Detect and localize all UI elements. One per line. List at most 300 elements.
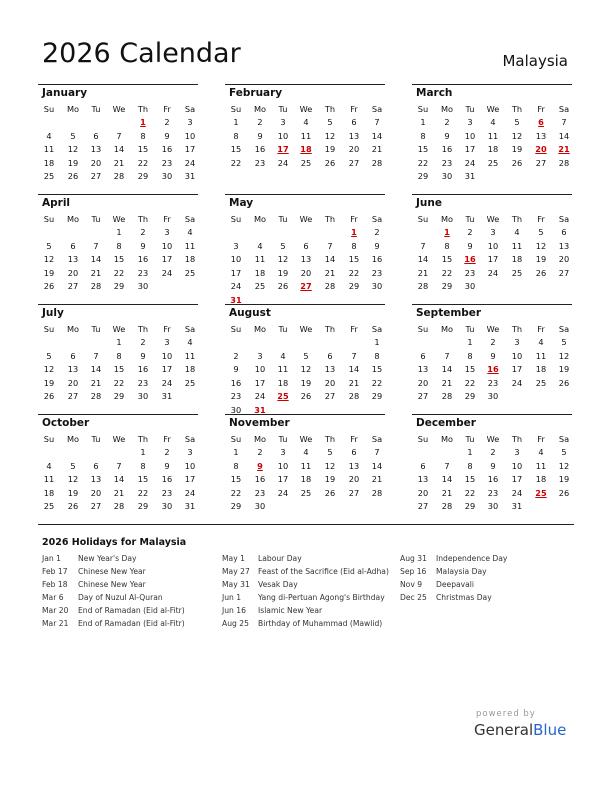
weekday-label: Th [324, 104, 336, 114]
brand-logo[interactable] [474, 721, 566, 739]
day-cell: 12 [324, 130, 336, 141]
day-cell: 12 [67, 144, 79, 154]
day-cell: 24 [277, 157, 289, 168]
day-cell: 28 [371, 157, 383, 168]
weekday-label: Th [324, 324, 336, 334]
day-cell: 3 [233, 240, 239, 251]
day-cell: 15 [464, 364, 476, 374]
holiday-name: End of Ramadan (Eid al-Fitr) [78, 606, 185, 615]
weekday-label: We [299, 214, 313, 224]
holiday-day-cell: 1 [444, 227, 450, 237]
day-cell: 30 [371, 281, 383, 291]
day-cell: 19 [558, 474, 570, 484]
day-cell: 27 [417, 391, 429, 401]
day-cell: 23 [254, 487, 266, 498]
day-cell: 11 [511, 240, 523, 251]
day-cell: 21 [371, 144, 383, 154]
weekday-label: Sa [371, 104, 383, 114]
day-cell: 30 [487, 501, 499, 511]
day-cell: 29 [348, 281, 360, 291]
weekday-label: Th [324, 214, 336, 224]
day-cell: 7 [327, 240, 333, 251]
day-cell: 14 [371, 460, 383, 471]
holiday-day-cell: 6 [538, 117, 544, 127]
day-cell: 7 [93, 350, 99, 361]
day-cell: 22 [464, 487, 476, 498]
day-cell: 3 [514, 447, 520, 457]
day-cell: 13 [67, 364, 79, 374]
day-cell: 6 [93, 130, 99, 141]
weekday-label: Mo [66, 434, 80, 444]
week-row [412, 350, 574, 363]
day-cell: 19 [67, 157, 79, 168]
weekday-label: Mo [66, 324, 80, 334]
weekday-label: Su [417, 434, 429, 444]
day-cell: 22 [371, 377, 383, 388]
week-row [225, 267, 387, 280]
holiday-date: Mar 21 [42, 619, 69, 628]
day-cell: 20 [90, 157, 102, 168]
week-row [225, 350, 387, 363]
day-cell: 23 [487, 487, 499, 498]
day-cell: 2 [490, 447, 496, 457]
day-cell: 7 [374, 447, 380, 457]
day-cell: 23 [137, 377, 149, 388]
day-cell: 2 [444, 117, 450, 127]
day-cell: 29 [441, 281, 453, 291]
holiday-date: Mar 6 [42, 593, 64, 602]
weekday-header [225, 213, 387, 226]
day-cell: 27 [67, 391, 79, 401]
day-cell: 24 [511, 487, 523, 498]
day-cell: 16 [254, 474, 266, 484]
day-cell: 19 [67, 487, 79, 498]
brand-general: General [474, 721, 534, 739]
weekday-label: Th [511, 434, 523, 444]
week-row [38, 363, 200, 376]
weekday-label: Th [137, 434, 149, 444]
day-cell: 12 [67, 474, 79, 484]
weekday-label: Sa [558, 434, 570, 444]
holiday-date: Feb 18 [42, 580, 68, 589]
week-row [225, 226, 387, 239]
weekday-label: Fr [350, 104, 358, 114]
day-cell: 4 [46, 460, 52, 471]
weekday-label: We [112, 434, 126, 444]
day-cell: 1 [233, 117, 239, 127]
day-cell: 15 [137, 144, 149, 154]
day-cell: 23 [161, 487, 173, 498]
holiday-date: Aug 25 [222, 619, 249, 628]
day-cell: 30 [137, 281, 149, 291]
day-cell: 12 [558, 460, 570, 471]
country-label: Malaysia [502, 52, 568, 70]
day-cell: 11 [184, 350, 196, 361]
holiday-name: Chinese New Year [78, 567, 146, 576]
day-cell: 29 [417, 171, 429, 181]
day-cell: 12 [324, 460, 336, 471]
weekday-label: Sa [184, 214, 196, 224]
day-cell: 21 [441, 487, 453, 498]
day-cell: 22 [464, 377, 476, 388]
holiday-date: Feb 17 [42, 567, 68, 576]
day-cell: 8 [351, 240, 357, 251]
weekday-label: Fr [350, 214, 358, 224]
holiday-day-cell: 9 [257, 460, 263, 471]
day-cell: 12 [558, 350, 570, 361]
week-row [225, 473, 387, 486]
day-cell: 8 [233, 460, 239, 471]
holiday-day-cell: 17 [277, 144, 289, 154]
day-cell: 10 [184, 130, 196, 141]
weekday-label: Th [324, 434, 336, 444]
weekday-label: Su [417, 214, 429, 224]
day-cell: 8 [116, 240, 122, 251]
day-cell: 19 [324, 474, 336, 484]
weekday-label: Mo [253, 324, 267, 334]
month-name: May [229, 197, 254, 209]
day-cell: 13 [417, 364, 429, 374]
brand-blue: Blue [533, 721, 567, 739]
day-cell: 9 [257, 130, 263, 141]
day-cell: 30 [254, 501, 266, 511]
day-cell: 26 [558, 487, 570, 498]
weekday-label: Sa [371, 434, 383, 444]
week-row [412, 377, 574, 390]
day-cell: 3 [164, 337, 170, 347]
week-row [412, 130, 574, 143]
weekday-label: Tu [91, 324, 101, 334]
day-cell: 10 [184, 460, 196, 471]
week-row [225, 363, 387, 376]
day-cell: 11 [184, 240, 196, 251]
month-name: October [42, 417, 90, 429]
month-divider [38, 414, 198, 415]
weekday-label: Mo [253, 104, 267, 114]
week-row [38, 280, 200, 293]
day-cell: 24 [511, 377, 523, 388]
day-cell: 31 [161, 391, 173, 401]
day-cell: 2 [164, 117, 170, 127]
day-cell: 13 [90, 144, 102, 154]
day-cell: 9 [490, 460, 496, 471]
weekday-header [38, 433, 200, 446]
day-cell: 18 [511, 254, 523, 264]
day-cell: 20 [558, 254, 570, 264]
day-cell: 19 [43, 377, 55, 388]
weekday-label: We [112, 104, 126, 114]
day-cell: 31 [184, 501, 196, 511]
day-cell: 14 [113, 474, 125, 484]
day-cell: 28 [90, 281, 102, 291]
week-row [38, 253, 200, 266]
day-cell: 2 [233, 350, 239, 361]
month-divider [412, 304, 572, 305]
weekday-label: Mo [253, 434, 267, 444]
day-cell: 8 [420, 130, 426, 141]
week-row [38, 143, 200, 156]
day-cell: 5 [561, 337, 567, 347]
day-cell: 17 [254, 377, 266, 388]
weekday-label: Su [417, 324, 429, 334]
day-cell: 28 [441, 501, 453, 511]
day-cell: 7 [374, 117, 380, 127]
weekday-label: We [486, 324, 500, 334]
day-cell: 5 [327, 447, 333, 457]
week-row [412, 157, 574, 170]
day-cell: 4 [538, 447, 544, 457]
holiday-name: Deepavali [436, 580, 475, 589]
day-cell: 2 [140, 227, 146, 237]
day-cell: 2 [374, 227, 380, 237]
weekday-header [412, 103, 574, 116]
day-cell: 8 [116, 350, 122, 361]
holiday-day-cell: 27 [300, 281, 312, 291]
day-cell: 20 [348, 474, 360, 484]
day-cell: 28 [324, 281, 336, 291]
day-cell: 23 [230, 391, 242, 401]
day-cell: 17 [161, 254, 173, 264]
day-cell: 26 [558, 377, 570, 388]
day-cell: 27 [535, 157, 547, 168]
day-cell: 8 [467, 460, 473, 471]
day-cell: 9 [164, 130, 170, 141]
weekday-label: Su [230, 324, 242, 334]
weekday-label: Mo [66, 214, 80, 224]
holiday-name: Islamic New Year [258, 606, 323, 615]
week-row [412, 336, 574, 349]
holiday-name: Day of Nuzul Al-Quran [78, 593, 163, 602]
week-row [38, 267, 200, 280]
month-divider [412, 84, 572, 85]
week-row [412, 170, 574, 183]
day-cell: 8 [374, 350, 380, 361]
weekday-label: Sa [558, 324, 570, 334]
day-cell: 15 [348, 254, 360, 264]
day-cell: 26 [511, 157, 523, 168]
day-cell: 8 [444, 240, 450, 251]
week-row [38, 460, 200, 473]
day-cell: 19 [511, 144, 523, 154]
weekday-label: Tu [91, 434, 101, 444]
day-cell: 10 [254, 364, 266, 374]
day-cell: 22 [230, 487, 242, 498]
day-cell: 19 [558, 364, 570, 374]
holiday-name: Malaysia Day [436, 567, 487, 576]
day-cell: 24 [487, 267, 499, 278]
day-cell: 26 [535, 267, 547, 278]
weekday-label: Sa [184, 434, 196, 444]
weekday-label: Tu [465, 104, 475, 114]
day-cell: 18 [184, 364, 196, 374]
day-cell: 16 [161, 474, 173, 484]
week-row [38, 336, 200, 349]
holiday-name: Birthday of Muhammad (Mawlid) [258, 619, 383, 628]
holiday-day-cell: 16 [464, 254, 476, 264]
day-cell: 19 [300, 377, 312, 388]
day-cell: 12 [511, 130, 523, 141]
day-cell: 4 [187, 337, 193, 347]
day-cell: 26 [67, 171, 79, 181]
week-row [412, 446, 574, 459]
weekday-label: Th [137, 104, 149, 114]
week-row [412, 253, 574, 266]
day-cell: 30 [441, 171, 453, 181]
day-cell: 1 [116, 227, 122, 237]
day-cell: 29 [371, 391, 383, 401]
day-cell: 19 [535, 254, 547, 264]
month-divider [38, 194, 198, 195]
day-cell: 1 [233, 447, 239, 457]
weekday-label: Sa [371, 324, 383, 334]
month-name: April [42, 197, 71, 209]
day-cell: 16 [137, 364, 149, 374]
week-row [225, 116, 387, 129]
day-cell: 28 [113, 501, 125, 511]
day-cell: 24 [184, 157, 196, 168]
week-row [38, 157, 200, 170]
day-cell: 17 [277, 474, 289, 484]
holiday-day-cell: 21 [558, 144, 570, 154]
month-name: November [229, 417, 290, 429]
weekday-label: Th [511, 104, 523, 114]
day-cell: 16 [441, 144, 453, 154]
day-cell: 24 [464, 157, 476, 168]
day-cell: 14 [348, 364, 360, 374]
day-cell: 10 [230, 254, 242, 264]
week-row [225, 487, 387, 500]
weekday-label: Mo [440, 214, 454, 224]
day-cell: 29 [113, 391, 125, 401]
day-cell: 17 [184, 474, 196, 484]
week-row [225, 253, 387, 266]
day-cell: 26 [43, 281, 55, 291]
weekday-label: Mo [440, 434, 454, 444]
weekday-header [38, 103, 200, 116]
week-row [38, 116, 200, 129]
week-row [225, 390, 387, 403]
day-cell: 26 [324, 487, 336, 498]
day-cell: 13 [90, 474, 102, 484]
weekday-label: We [299, 104, 313, 114]
weekday-label: We [486, 214, 500, 224]
day-cell: 29 [137, 171, 149, 181]
holidays-title: 2026 Holidays for Malaysia [42, 537, 187, 548]
day-cell: 3 [280, 447, 286, 457]
month-grid [38, 84, 574, 524]
weekday-label: Fr [350, 324, 358, 334]
day-cell: 5 [70, 460, 76, 471]
week-row [225, 130, 387, 143]
weekday-header [412, 323, 574, 336]
day-cell: 25 [184, 267, 196, 278]
day-cell: 25 [535, 377, 547, 388]
day-cell: 29 [113, 281, 125, 291]
day-cell: 23 [161, 157, 173, 168]
day-cell: 18 [300, 474, 312, 484]
day-cell: 22 [113, 267, 125, 278]
weekday-label: Tu [278, 104, 288, 114]
day-cell: 9 [374, 240, 380, 251]
day-cell: 4 [46, 130, 52, 141]
day-cell: 30 [161, 501, 173, 511]
holiday-date: Jun 1 [222, 593, 242, 602]
weekday-label: We [299, 434, 313, 444]
day-cell: 20 [417, 377, 429, 388]
day-cell: 19 [43, 267, 55, 278]
day-cell: 10 [464, 130, 476, 141]
day-cell: 5 [70, 130, 76, 141]
day-cell: 29 [464, 501, 476, 511]
day-cell: 18 [535, 474, 547, 484]
day-cell: 2 [467, 227, 473, 237]
month-divider [225, 304, 385, 305]
day-cell: 10 [277, 460, 289, 471]
holiday-name: Independence Day [436, 554, 508, 563]
weekday-label: Fr [537, 324, 545, 334]
weekday-header [38, 323, 200, 336]
day-cell: 7 [116, 130, 122, 141]
day-cell: 26 [300, 391, 312, 401]
day-cell: 3 [164, 227, 170, 237]
week-row [38, 473, 200, 486]
day-cell: 19 [277, 267, 289, 278]
weekday-label: Fr [537, 104, 545, 114]
day-cell: 10 [511, 460, 523, 471]
day-cell: 22 [417, 157, 429, 168]
weekday-label: Su [43, 214, 55, 224]
weekday-header [225, 323, 387, 336]
month-name: January [42, 87, 88, 99]
month-name: February [229, 87, 283, 99]
day-cell: 6 [351, 117, 357, 127]
day-cell: 29 [464, 391, 476, 401]
page-title: 2026 Calendar [42, 38, 241, 69]
week-row [38, 500, 200, 513]
day-cell: 5 [514, 117, 520, 127]
day-cell: 23 [464, 267, 476, 278]
day-cell: 28 [348, 391, 360, 401]
day-cell: 23 [441, 157, 453, 168]
day-cell: 27 [90, 501, 102, 511]
day-cell: 3 [514, 337, 520, 347]
day-cell: 17 [230, 267, 242, 278]
day-cell: 6 [351, 447, 357, 457]
day-cell: 24 [161, 377, 173, 388]
holiday-date: Sep 16 [400, 567, 427, 576]
day-cell: 30 [161, 171, 173, 181]
day-cell: 1 [116, 337, 122, 347]
day-cell: 26 [43, 391, 55, 401]
day-cell: 21 [348, 377, 360, 388]
day-cell: 12 [300, 364, 312, 374]
holiday-day-cell: 31 [254, 404, 266, 415]
month-divider [38, 304, 198, 305]
day-cell: 13 [558, 240, 570, 251]
day-cell: 14 [441, 364, 453, 374]
week-row [225, 500, 387, 513]
day-cell: 3 [187, 447, 193, 457]
holiday-name: Labour Day [258, 554, 302, 563]
weekday-label: Fr [163, 434, 171, 444]
day-cell: 18 [277, 377, 289, 388]
month-divider [412, 194, 572, 195]
holiday-name: Chinese New Year [78, 580, 146, 589]
day-cell: 6 [420, 350, 426, 361]
grid-bottom-rule [38, 524, 574, 525]
day-cell: 4 [538, 337, 544, 347]
day-cell: 15 [230, 144, 242, 154]
